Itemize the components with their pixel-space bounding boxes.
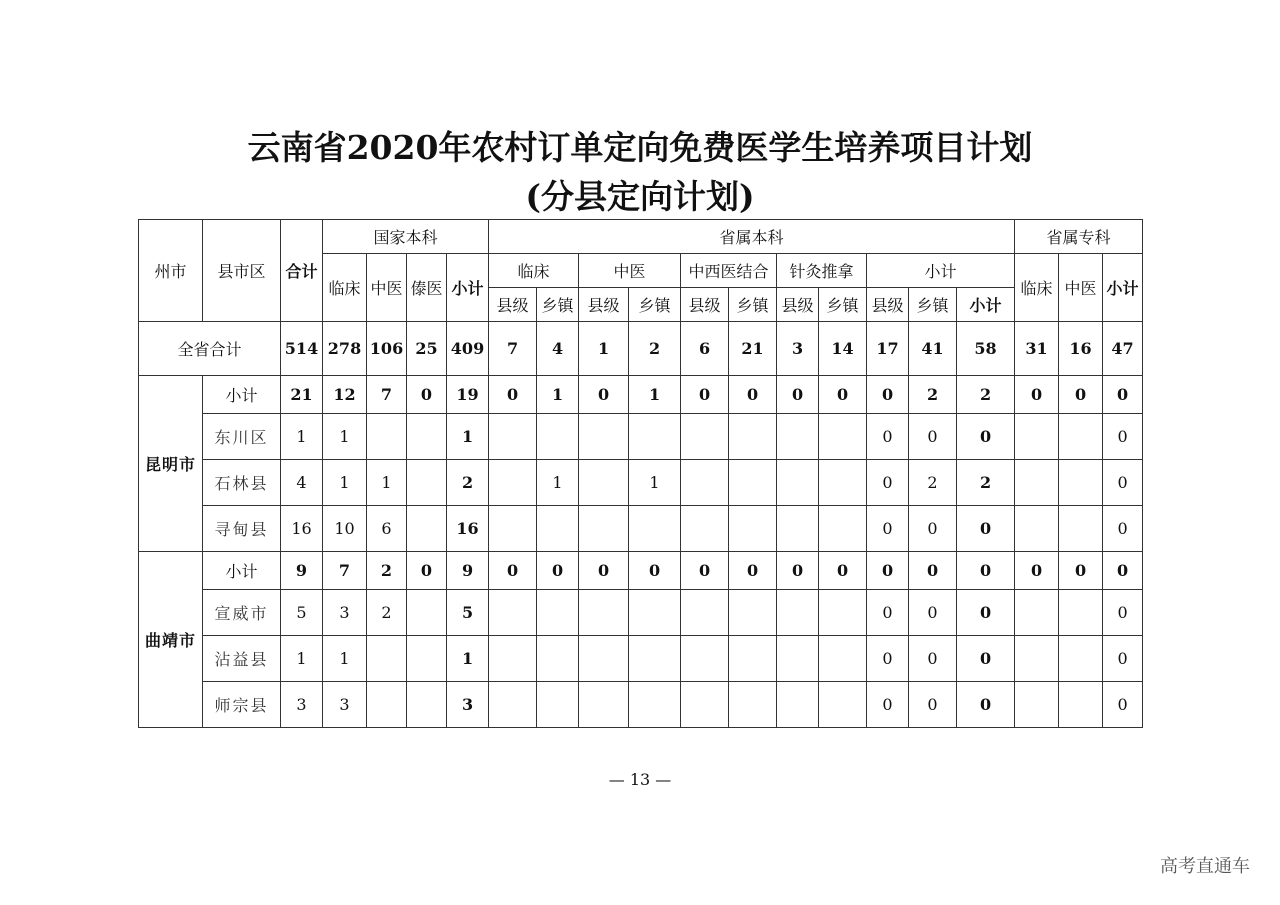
- value-cell: [537, 682, 579, 728]
- value-cell: 1: [537, 376, 579, 414]
- county-row: [139, 590, 1143, 636]
- value-cell: 5: [447, 590, 489, 636]
- value-cell: 1: [579, 322, 629, 376]
- value-cell: 1: [447, 414, 489, 460]
- value-cell: 278: [323, 322, 367, 376]
- value-cell: 0: [1103, 590, 1143, 636]
- value-cell: 0: [1103, 376, 1143, 414]
- value-cell: [489, 506, 537, 552]
- value-cell: 0: [1103, 414, 1143, 460]
- value-cell: [537, 414, 579, 460]
- value-cell: 9: [281, 552, 323, 590]
- value-cell: 0: [1103, 636, 1143, 682]
- value-cell: 4: [537, 322, 579, 376]
- value-cell: [537, 506, 579, 552]
- value-cell: [681, 590, 729, 636]
- value-cell: [777, 414, 819, 460]
- value-cell: 0: [681, 552, 729, 590]
- value-cell: 2: [367, 590, 407, 636]
- value-cell: 0: [957, 552, 1015, 590]
- value-cell: 16: [1059, 322, 1103, 376]
- value-cell: 0: [819, 376, 867, 414]
- value-cell: [537, 590, 579, 636]
- value-cell: 0: [489, 552, 537, 590]
- value-cell: 0: [867, 376, 909, 414]
- header-row-1: [139, 220, 1143, 254]
- value-cell: 514: [281, 322, 323, 376]
- value-cell: 0: [819, 552, 867, 590]
- header-township: 乡镇: [819, 288, 867, 322]
- header-prov-subtotal: 小计: [867, 254, 1015, 288]
- county-row: [139, 460, 1143, 506]
- value-cell: [681, 636, 729, 682]
- value-cell: [1059, 590, 1103, 636]
- value-cell: 0: [909, 506, 957, 552]
- value-cell: [819, 414, 867, 460]
- header-township: 乡镇: [537, 288, 579, 322]
- value-cell: [489, 636, 537, 682]
- value-cell: 1: [537, 460, 579, 506]
- value-cell: 0: [957, 636, 1015, 682]
- header-county: 县市区: [203, 220, 281, 322]
- value-cell: [407, 590, 447, 636]
- province-total-row: [139, 322, 1143, 376]
- value-cell: 3: [323, 590, 367, 636]
- value-cell: 16: [447, 506, 489, 552]
- value-cell: [819, 590, 867, 636]
- county-name: 沾益县: [203, 636, 281, 682]
- value-cell: 0: [1059, 376, 1103, 414]
- value-cell: [1015, 590, 1059, 636]
- document-subtitle: (分县定向计划): [525, 177, 755, 216]
- value-cell: 47: [1103, 322, 1143, 376]
- value-cell: 1: [281, 636, 323, 682]
- header-county-level: 县级: [867, 288, 909, 322]
- value-cell: 7: [489, 322, 537, 376]
- value-cell: 0: [1103, 552, 1143, 590]
- value-cell: [1059, 506, 1103, 552]
- value-cell: 2: [629, 322, 681, 376]
- value-cell: [489, 682, 537, 728]
- value-cell: 4: [281, 460, 323, 506]
- value-cell: 0: [489, 376, 537, 414]
- county-name: 东川区: [203, 414, 281, 460]
- value-cell: [407, 636, 447, 682]
- value-cell: 0: [579, 552, 629, 590]
- value-cell: 17: [867, 322, 909, 376]
- value-cell: 2: [909, 376, 957, 414]
- header-prov-tcm: 中医: [579, 254, 681, 288]
- value-cell: 25: [407, 322, 447, 376]
- value-cell: [1059, 414, 1103, 460]
- document-title: 云南省2020年农村订单定向免费医学生培养项目计划: [247, 128, 1033, 167]
- header-national: 国家本科: [323, 220, 489, 254]
- value-cell: [407, 460, 447, 506]
- value-cell: 7: [323, 552, 367, 590]
- value-cell: 2: [909, 460, 957, 506]
- value-cell: [777, 636, 819, 682]
- value-cell: 1: [629, 460, 681, 506]
- value-cell: 0: [909, 682, 957, 728]
- value-cell: [367, 636, 407, 682]
- value-cell: 14: [819, 322, 867, 376]
- value-cell: 1: [367, 460, 407, 506]
- value-cell: 0: [537, 552, 579, 590]
- value-cell: [407, 506, 447, 552]
- value-cell: 1: [323, 636, 367, 682]
- county-row: [139, 506, 1143, 552]
- value-cell: 3: [281, 682, 323, 728]
- header-township: 乡镇: [909, 288, 957, 322]
- value-cell: [537, 636, 579, 682]
- value-cell: 0: [1015, 376, 1059, 414]
- value-cell: [1059, 460, 1103, 506]
- value-cell: 58: [957, 322, 1015, 376]
- value-cell: 0: [1103, 506, 1143, 552]
- value-cell: 0: [867, 590, 909, 636]
- value-cell: 3: [777, 322, 819, 376]
- value-cell: 1: [323, 414, 367, 460]
- value-cell: [819, 682, 867, 728]
- value-cell: 41: [909, 322, 957, 376]
- value-cell: 21: [729, 322, 777, 376]
- value-cell: 0: [957, 682, 1015, 728]
- value-cell: 0: [729, 376, 777, 414]
- value-cell: [579, 682, 629, 728]
- header-prov-acupuncture: 针灸推拿: [777, 254, 867, 288]
- value-cell: 16: [281, 506, 323, 552]
- header-prov-clinical: 临床: [489, 254, 579, 288]
- value-cell: 1: [447, 636, 489, 682]
- header-township: 乡镇: [629, 288, 681, 322]
- value-cell: [629, 414, 681, 460]
- county-name: 宣威市: [203, 590, 281, 636]
- page-number: — 13 —: [608, 770, 672, 789]
- value-cell: [777, 590, 819, 636]
- value-cell: 0: [909, 552, 957, 590]
- value-cell: 0: [909, 636, 957, 682]
- value-cell: 0: [957, 506, 1015, 552]
- value-cell: [681, 506, 729, 552]
- value-cell: [629, 682, 681, 728]
- value-cell: 0: [729, 552, 777, 590]
- header-prefecture: 州市: [139, 220, 203, 322]
- value-cell: 0: [909, 590, 957, 636]
- value-cell: [629, 636, 681, 682]
- value-cell: 0: [407, 552, 447, 590]
- value-cell: 0: [629, 552, 681, 590]
- value-cell: [367, 682, 407, 728]
- value-cell: [777, 506, 819, 552]
- value-cell: [367, 414, 407, 460]
- value-cell: 106: [367, 322, 407, 376]
- value-cell: [819, 460, 867, 506]
- value-cell: 3: [447, 682, 489, 728]
- header-township: 乡镇: [729, 288, 777, 322]
- value-cell: [729, 636, 777, 682]
- value-cell: [579, 506, 629, 552]
- header-college: 省属专科: [1015, 220, 1143, 254]
- province-total-label: 全省合计: [139, 322, 281, 376]
- value-cell: 3: [323, 682, 367, 728]
- value-cell: [1015, 636, 1059, 682]
- value-cell: [777, 682, 819, 728]
- header-prov-integrated: 中西医结合: [681, 254, 777, 288]
- value-cell: 19: [447, 376, 489, 414]
- value-cell: 1: [281, 414, 323, 460]
- value-cell: [1015, 460, 1059, 506]
- value-cell: [579, 636, 629, 682]
- header-national-tcm: 中医: [367, 254, 407, 322]
- value-cell: 6: [367, 506, 407, 552]
- value-cell: 0: [867, 682, 909, 728]
- plan-table: [138, 219, 1143, 728]
- subtotal-row: [139, 376, 1143, 414]
- value-cell: 5: [281, 590, 323, 636]
- header-national-dai: 傣医: [407, 254, 447, 322]
- value-cell: 2: [957, 376, 1015, 414]
- header-county-level: 县级: [489, 288, 537, 322]
- value-cell: 0: [1059, 552, 1103, 590]
- watermark: 高考直通车: [1160, 856, 1250, 877]
- county-row: [139, 636, 1143, 682]
- value-cell: [1059, 636, 1103, 682]
- header-provincial: 省属本科: [489, 220, 1015, 254]
- value-cell: [579, 460, 629, 506]
- value-cell: 0: [957, 590, 1015, 636]
- value-cell: [629, 506, 681, 552]
- county-row: [139, 682, 1143, 728]
- header-county-level: 县级: [777, 288, 819, 322]
- header-county-level: 县级: [681, 288, 729, 322]
- value-cell: 2: [367, 552, 407, 590]
- header-college-tcm: 中医: [1059, 254, 1103, 322]
- value-cell: [819, 506, 867, 552]
- value-cell: [489, 460, 537, 506]
- value-cell: [729, 506, 777, 552]
- value-cell: 0: [867, 552, 909, 590]
- value-cell: 7: [367, 376, 407, 414]
- value-cell: [729, 460, 777, 506]
- value-cell: 10: [323, 506, 367, 552]
- county-row: [139, 414, 1143, 460]
- header-college-clinical: 临床: [1015, 254, 1059, 322]
- value-cell: [729, 590, 777, 636]
- value-cell: 0: [909, 414, 957, 460]
- value-cell: [407, 414, 447, 460]
- value-cell: [489, 414, 537, 460]
- header-subtotal-small: 小计: [957, 288, 1015, 322]
- header-national-clinical: 临床: [323, 254, 367, 322]
- value-cell: 0: [1103, 682, 1143, 728]
- value-cell: 21: [281, 376, 323, 414]
- prefecture-name: 曲靖市: [139, 552, 203, 728]
- value-cell: 2: [447, 460, 489, 506]
- value-cell: [681, 460, 729, 506]
- value-cell: 0: [867, 460, 909, 506]
- value-cell: 0: [1015, 552, 1059, 590]
- subtotal-row: [139, 552, 1143, 590]
- value-cell: 0: [777, 552, 819, 590]
- header-college-subtotal: 小计: [1103, 254, 1143, 322]
- value-cell: [1015, 414, 1059, 460]
- header-county-level: 县级: [579, 288, 629, 322]
- county-name: 寻甸县: [203, 506, 281, 552]
- subtotal-label: 小计: [203, 552, 281, 590]
- subtotal-label: 小计: [203, 376, 281, 414]
- value-cell: 0: [777, 376, 819, 414]
- value-cell: [819, 636, 867, 682]
- value-cell: 0: [579, 376, 629, 414]
- county-name: 师宗县: [203, 682, 281, 728]
- value-cell: [777, 460, 819, 506]
- value-cell: [1015, 682, 1059, 728]
- value-cell: 6: [681, 322, 729, 376]
- value-cell: 0: [867, 506, 909, 552]
- value-cell: 31: [1015, 322, 1059, 376]
- value-cell: [1015, 506, 1059, 552]
- value-cell: 0: [957, 414, 1015, 460]
- value-cell: [729, 414, 777, 460]
- value-cell: 409: [447, 322, 489, 376]
- value-cell: [1059, 682, 1103, 728]
- value-cell: 2: [957, 460, 1015, 506]
- value-cell: 9: [447, 552, 489, 590]
- county-name: 石林县: [203, 460, 281, 506]
- value-cell: [489, 590, 537, 636]
- value-cell: [729, 682, 777, 728]
- value-cell: [681, 414, 729, 460]
- header-total: 合计: [281, 220, 323, 322]
- value-cell: [681, 682, 729, 728]
- value-cell: 0: [1103, 460, 1143, 506]
- value-cell: 0: [407, 376, 447, 414]
- value-cell: [629, 590, 681, 636]
- value-cell: 1: [629, 376, 681, 414]
- prefecture-name: 昆明市: [139, 376, 203, 552]
- value-cell: 1: [323, 460, 367, 506]
- value-cell: 0: [867, 636, 909, 682]
- header-national-subtotal: 小计: [447, 254, 489, 322]
- value-cell: [407, 682, 447, 728]
- value-cell: [579, 414, 629, 460]
- value-cell: 0: [867, 414, 909, 460]
- value-cell: [579, 590, 629, 636]
- value-cell: 12: [323, 376, 367, 414]
- value-cell: 0: [681, 376, 729, 414]
